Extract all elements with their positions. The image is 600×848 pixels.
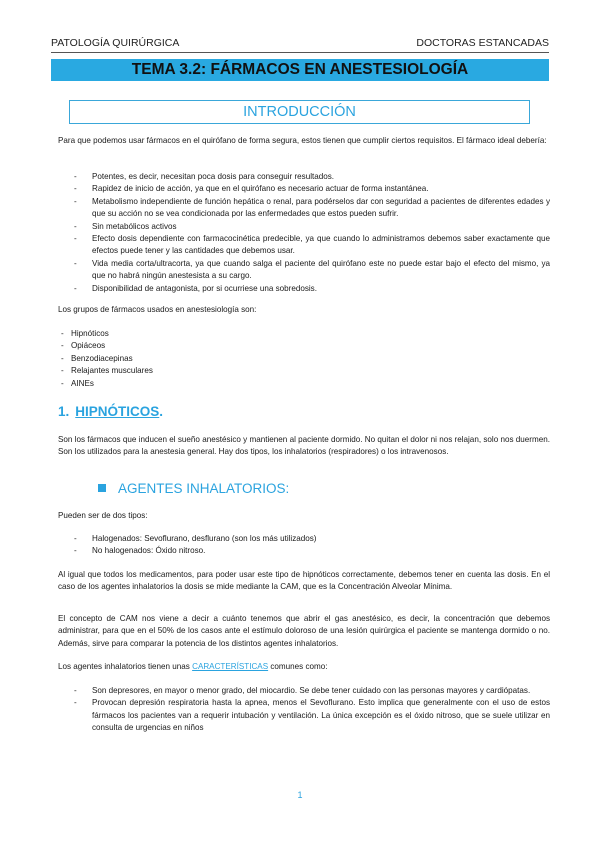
page-header: [51, 37, 549, 51]
characteristics-link[interactable]: CARACTERÍSTICAS: [192, 662, 269, 671]
list-item: - Disponibilidad de antagonista, por si ocurriese una sobredosis.: [58, 283, 550, 295]
list-item: - Benzodiacepinas: [58, 353, 550, 365]
groups-intro: Los grupos de fármacos usados en anestesiología son:: [58, 305, 257, 314]
characteristics-list: [58, 685, 550, 735]
ideal-requirements-list: [58, 171, 550, 295]
list-item: - AINEs: [58, 378, 550, 390]
section-hipnoticos-heading: [58, 404, 163, 419]
header-divider: [51, 52, 549, 53]
section-title-text: HIPNÓTICOS: [75, 404, 160, 419]
list-item: - Efecto dosis dependiente con farmacocinética predecible, ya que cuando lo administramos debemos saber exactamente que efectos puede tener y las cantidades que debemos usar.: [58, 233, 550, 258]
characteristics-suffix: comunes como:: [268, 662, 328, 671]
list-item: - Vida media corta/ultracorta, ya que cuando salga el paciente del quirófano este no puede estar bajo el efecto del mismo, ya que no habrá ningún anestesista a su cargo.: [58, 258, 550, 283]
list-item: - Sin metabólicos activos: [58, 221, 550, 233]
subsection-title: AGENTES INHALATORIOS:: [118, 481, 290, 496]
list-item: - Opiáceos: [58, 340, 550, 352]
header-author: DOCTORAS ESTANCADAS: [416, 37, 549, 49]
header-subject: PATOLOGÍA QUIRÚRGICA: [51, 37, 180, 49]
list-item: - Halogenados: Sevoflurano, desflurano (son los más utilizados): [58, 533, 550, 545]
hipnoticos-paragraph: Son los fármacos que inducen el sueño anestésico y mantienen al paciente dormido. No quitan el dolor ni nos relajan, solo nos duermen. Son los utilizados para la anestesia general. Hay dos tipos, los inhalatorios (respiradores) o los intravenosos.: [58, 435, 550, 457]
list-item: - Potentes, es decir, necesitan poca dosis para conseguir resultados.: [58, 171, 550, 183]
cam-paragraph-1: Al igual que todos los medicamentos, para poder usar este tipo de hipnóticos correctamente, debemos tener en cuenta las dosis. En el caso de los agentes inhalatorios la dosis se mide mediante la CAM, que es la Concentración Alveolar Mínima.: [58, 570, 550, 592]
page-number: 1: [297, 790, 303, 800]
list-item: - Provocan depresión respiratoria hasta la apnea, menos el Sevoflurano. Esto implica que generalmente con el uso de estos fármacos los pacientes van a requerir intubación y ventilación. La única excepción es el óxido nitroso, que se suele utilizar en consulta de urgencias en niños: [58, 697, 550, 734]
list-item: - Hipnóticos: [58, 328, 550, 340]
document-title: TEMA 3.2: FÁRMACOS EN ANESTESIOLOGÍA: [51, 59, 549, 81]
cam-paragraph-2: El concepto de CAM nos viene a decir a cuánto tenemos que abrir el gas anestésico, es decir, la concentración que debemos administrar, para que en el 50% de los casos ante el estímulo doloroso de una lesión quirúrgica el paciente se mantenga dormido o no. Además, sirve para comparar la potencia de los distintos agentes inhalatorios.: [58, 614, 550, 648]
list-item: - Metabolismo independiente de función hepática o renal, para podérselos dar con seguridad a pacientes de diferentes edades y que su acción no se vea condicionada por las enfermedades que estos pueden sufrir.: [58, 196, 550, 221]
agentes-inhalatorios-heading: [98, 481, 289, 496]
types-intro: Pueden ser de dos tipos:: [58, 511, 148, 520]
characteristics-intro: [58, 661, 550, 673]
drug-groups-list: [58, 328, 550, 390]
list-item: - Son depresores, en mayor o menor grado, del miocardio. Se debe tener cuidado con las personas mayores y cardiópatas.: [58, 685, 550, 697]
characteristics-prefix: Los agentes inhalatorios tienen unas: [58, 662, 193, 671]
section-number: 1.: [58, 404, 70, 419]
list-item: - Relajantes musculares: [58, 365, 550, 377]
square-bullet-icon: [98, 484, 106, 492]
intro-heading: INTRODUCCIÓN: [69, 100, 530, 124]
list-item: - Rapidez de inicio de acción, ya que en el quirófano es necesario actuar de forma instantánea.: [58, 183, 550, 195]
list-item: - No halogenados: Óxido nitroso.: [58, 545, 550, 557]
inhalatory-types-list: [58, 533, 550, 558]
intro-paragraph: Para que podemos usar fármacos en el quirófano de forma segura, estos tienen que cumplir ciertos requisitos. El fármaco ideal debería:: [58, 136, 547, 145]
section-title-period: .: [159, 404, 164, 419]
